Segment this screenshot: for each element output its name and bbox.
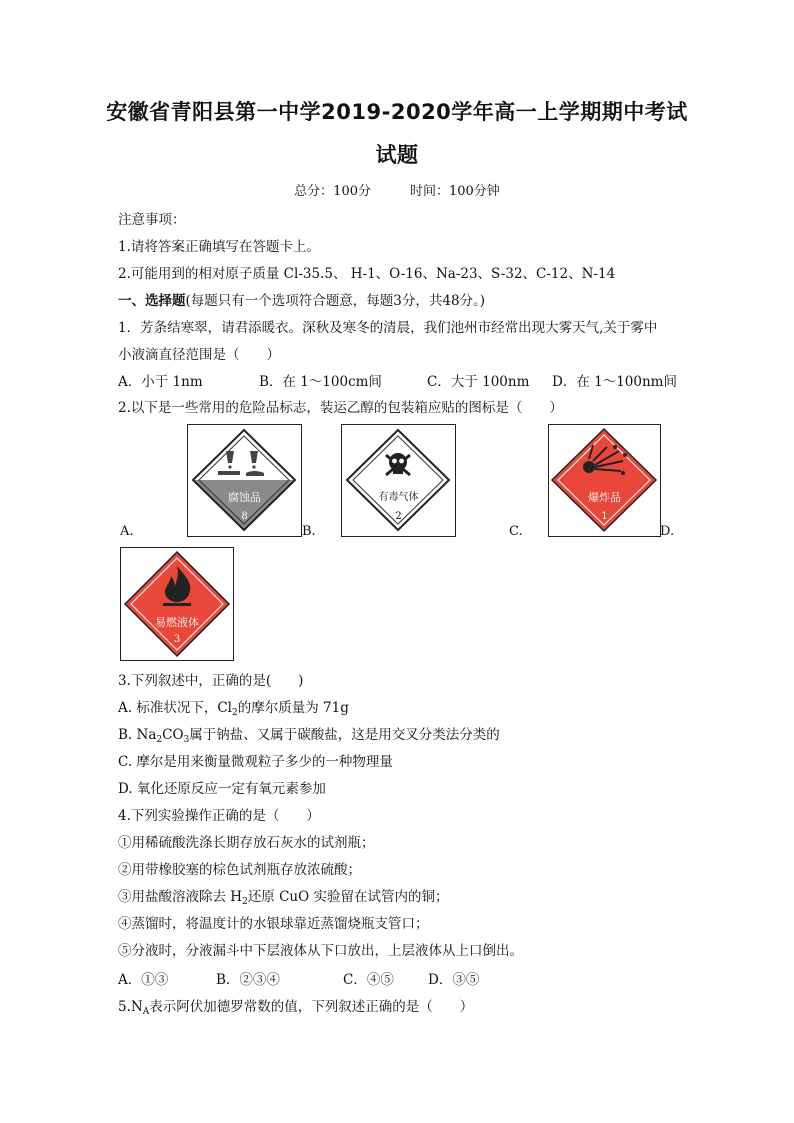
q3-option-b <box>118 723 500 745</box>
q5-stem <box>118 995 473 1017</box>
q3-b-sub2: 3 <box>183 735 190 745</box>
sign-flammable-number: 3 <box>173 634 181 645</box>
sign-explosive-text: 爆炸品 <box>588 491 621 504</box>
q3-b-pre: B. Na <box>118 727 157 743</box>
q5-sub: A <box>142 1007 150 1017</box>
q4-option-d: D．③⑤ <box>428 972 480 988</box>
q1-option-b: B．在 1～100cm间 <box>259 374 382 390</box>
sign-toxic-gas <box>341 424 456 537</box>
q4-item-3-sub: 2 <box>242 897 248 907</box>
title-line-1: 安徽省青阳县第一中学2019-2020学年高一上学期期中考试 <box>106 100 688 124</box>
q5-pre: 5.N <box>118 999 143 1015</box>
sign-flammable-text: 易燃液体 <box>155 616 199 629</box>
q5-post: 表示阿伏加德罗常数的值，下列叙述正确的是（ ） <box>149 999 474 1015</box>
q2-label-c: C. <box>509 524 523 539</box>
q4-option-c: C．④⑤ <box>343 972 394 988</box>
q3-b-mid: CO <box>162 727 184 743</box>
q4-item-3-pre: ③用盐酸溶液除去 H <box>118 889 243 905</box>
q2-stem: 2.以下是一些常用的危险品标志，装运乙醇的包装箱应贴的图标是（ ） <box>118 400 563 416</box>
q4-item-3-post: 还原 CuO 实验留在试管内的铜； <box>247 889 449 905</box>
q4-item-1: ①用稀硫酸洗涤长期存放石灰水的试剂瓶； <box>118 835 375 851</box>
q1-stem-line-1: 1．芳条结寒翠，请君添暖衣。深秋及寒冬的清晨，我们池州市经常出现大雾天气,关于雾中 <box>118 320 658 336</box>
q2-label-b: B. <box>302 524 316 539</box>
q2-label-a: A. <box>120 524 134 539</box>
exam-meta: 总分：100分 时间：100分钟 <box>294 184 500 199</box>
q4-stem: 4.下列实验操作正确的是（ ） <box>118 808 320 824</box>
sign-corrosive-text: 腐蚀品 <box>228 491 261 504</box>
title-line-2: 试题 <box>375 143 419 167</box>
q3-a-post: 的摩尔质量为 71g <box>237 700 349 716</box>
q1-option-d: D．在 1～100nm间 <box>552 374 677 390</box>
notice-2: 2.可能用到的相对原子质量 Cl-35.5、 H-1、O-16、Na-23、S-32、C-12、N-14 <box>118 266 616 282</box>
q3-a-pre: A. 标准状况下，Cl <box>118 700 232 716</box>
sign-explosive-number: 1 <box>601 511 608 522</box>
sign-toxic-text: 有毒气体 <box>378 492 419 503</box>
sign-flammable-liquid <box>120 547 234 661</box>
section-1-title: 一、选择题 <box>118 293 186 309</box>
q3-b-sub1: 2 <box>156 735 163 745</box>
q3-b-post: 属于钠盐、又属于碳酸盐，这是用交叉分类法分类的 <box>189 727 500 743</box>
q3-option-d: D. 氧化还原反应一定有氧元素参加 <box>118 781 326 797</box>
q1-option-a: A．小于 1nm <box>118 374 203 390</box>
section-1-heading <box>118 289 485 309</box>
sign-corrosive-number: 8 <box>241 511 248 522</box>
section-1-note: (每题只有一个选项符合题意，每题3分，共48分。) <box>185 293 486 309</box>
sign-explosive <box>548 424 661 537</box>
q3-stem: 3.下列叙述中，正确的是( ) <box>118 673 304 689</box>
q2-label-d: D. <box>660 524 675 539</box>
q3-option-c: C. 摩尔是用来衡量微观粒子多少的一种物理量 <box>118 754 393 770</box>
sign-toxic-number: 2 <box>395 511 402 522</box>
q1-option-c: C．大于 100nm <box>427 374 530 390</box>
q4-item-3 <box>118 885 449 907</box>
q1-stem-line-2: 小液滴直径范围是（ ） <box>118 347 280 363</box>
q4-option-a: A．①③ <box>118 972 169 988</box>
q4-item-5: ⑤分液时，分液漏斗中下层液体从下口放出，上层液体从上口倒出。 <box>118 943 523 959</box>
notice-title: 注意事项： <box>118 212 186 228</box>
q3-option-a <box>118 696 349 718</box>
notice-1: 1.请将答案正确填写在答题卡上。 <box>118 239 320 255</box>
q4-item-4: ④蒸馏时，将温度计的水银球靠近蒸馏烧瓶支管口； <box>118 916 429 932</box>
q4-item-2: ②用带橡胶塞的棕色试剂瓶存放浓硫酸； <box>118 862 361 878</box>
q4-option-b: B．②③④ <box>216 972 280 988</box>
sign-corrosive <box>187 424 302 537</box>
q3-a-sub: 2 <box>231 708 238 718</box>
